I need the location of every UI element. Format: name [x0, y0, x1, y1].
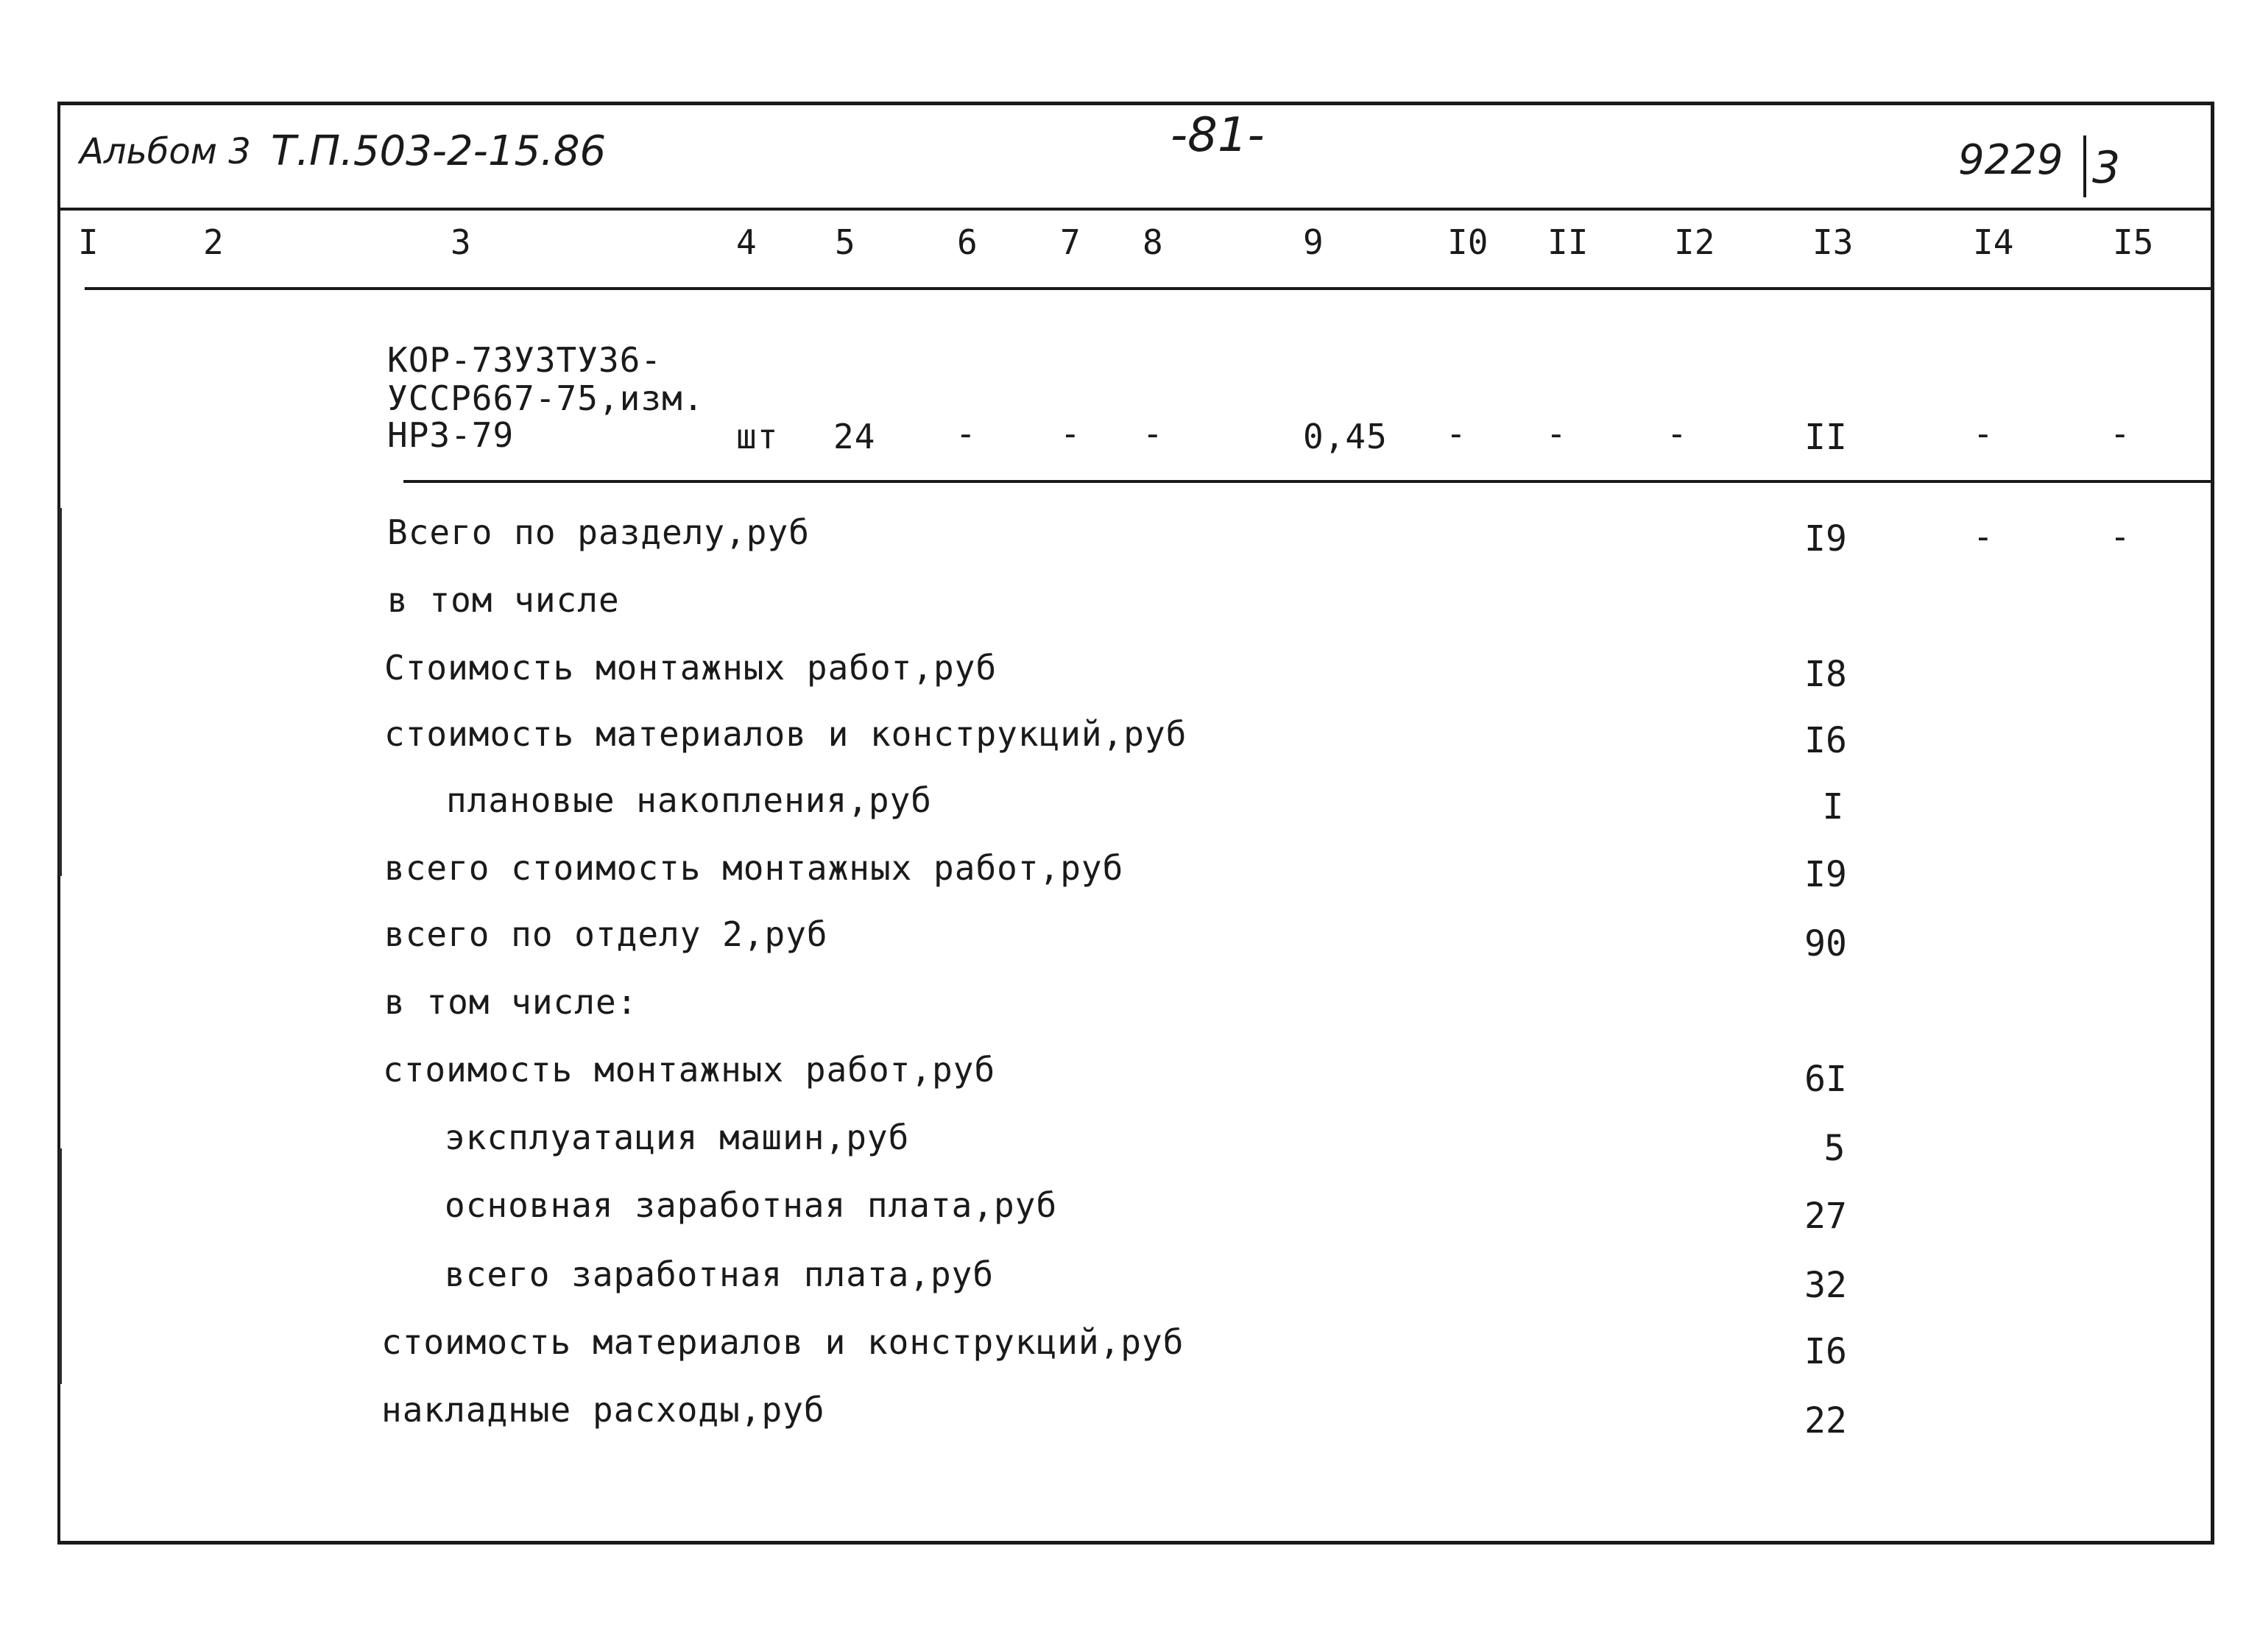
summary-value: 32	[1804, 1265, 1847, 1306]
summary-value: 90	[1804, 923, 1847, 964]
summary-col14: -	[1973, 517, 1994, 557]
summary-label: эксплуатация машин,руб	[445, 1118, 910, 1157]
sheet-divider	[2083, 135, 2086, 197]
summary-label: накладные расходы,руб	[381, 1390, 825, 1430]
column-number: 5	[835, 222, 855, 262]
column-number: I	[78, 222, 99, 262]
column-number: 4	[736, 222, 757, 262]
column-number: II	[1547, 222, 1589, 262]
column-number: 8	[1143, 222, 1163, 262]
column-number: 2	[203, 222, 224, 262]
column-number: I0	[1447, 222, 1489, 262]
item-col9: 0,45	[1303, 417, 1388, 456]
header-rule	[59, 208, 2212, 211]
column-number: 3	[451, 222, 471, 262]
summary-label: стоимость материалов и конструкций,руб	[384, 714, 1187, 754]
summary-label: всего по отделу 2,руб	[384, 914, 828, 954]
summary-value: I9	[1804, 518, 1847, 560]
item-col12: -	[1667, 414, 1688, 453]
sheet-ref: 9229	[1958, 136, 2063, 184]
column-number: 9	[1303, 222, 1324, 262]
summary-value: 27	[1804, 1196, 1847, 1237]
column-number-rule	[85, 287, 2212, 290]
item-col8: -	[1143, 414, 1164, 453]
summary-value: I9	[1804, 854, 1847, 895]
album-label: Альбом 3	[80, 131, 251, 172]
summary-label: стоимость материалов и конструкций,руб	[381, 1322, 1184, 1362]
item-unit: шт	[736, 417, 779, 456]
item-col10: -	[1446, 414, 1467, 453]
summary-label: Стоимость монтажных работ,руб	[384, 648, 997, 688]
summary-value: 6I	[1804, 1059, 1847, 1100]
column-number: I5	[2113, 222, 2154, 262]
column-number: I3	[1812, 222, 1854, 262]
item-col15: -	[2110, 414, 2131, 453]
summary-label: основная заработная плата,руб	[445, 1185, 1058, 1225]
summary-value: 22	[1804, 1400, 1847, 1441]
project-code: Т.П.503-2-15.86	[271, 127, 607, 175]
summary-label: плановые накопления,руб	[446, 780, 932, 820]
sheet-suffix: 3	[2092, 142, 2121, 194]
item-name-line2: УССР667-75,изм.	[387, 378, 705, 418]
scan-edge-mark	[59, 1148, 62, 1384]
summary-col15: -	[2110, 517, 2131, 557]
summary-label: стоимость монтажных работ,руб	[383, 1050, 996, 1090]
summary-value: 5	[1823, 1128, 1846, 1169]
item-col7: -	[1060, 414, 1081, 453]
item-col11: -	[1546, 414, 1567, 453]
summary-value: I6	[1804, 1331, 1847, 1372]
column-number: 7	[1060, 222, 1081, 262]
page-number: -81-	[1170, 108, 1265, 163]
summary-value: I	[1822, 786, 1844, 827]
summary-label: в том числе	[387, 580, 620, 620]
item-quantity: 24	[833, 417, 876, 456]
item-name-line3: НРЗ-79	[387, 415, 515, 455]
item-col6: -	[956, 414, 977, 453]
item-name-line1: КОР-73У3ТУ36-	[387, 340, 663, 380]
item-col13: II	[1804, 417, 1847, 458]
column-number: I2	[1674, 222, 1715, 262]
column-number: I4	[1973, 222, 2014, 262]
item-col14: -	[1973, 414, 1994, 453]
column-number: 6	[957, 222, 978, 262]
scan-edge-mark	[59, 508, 62, 876]
summary-label: Всего по разделу,руб	[387, 512, 810, 552]
summary-value: I6	[1804, 720, 1847, 761]
item-rule	[403, 480, 2212, 483]
summary-label: всего стоимость монтажных работ,руб	[384, 848, 1124, 888]
summary-value: I8	[1804, 654, 1847, 695]
summary-label: всего заработная плата,руб	[445, 1254, 995, 1294]
summary-label: в том числе:	[384, 982, 638, 1022]
